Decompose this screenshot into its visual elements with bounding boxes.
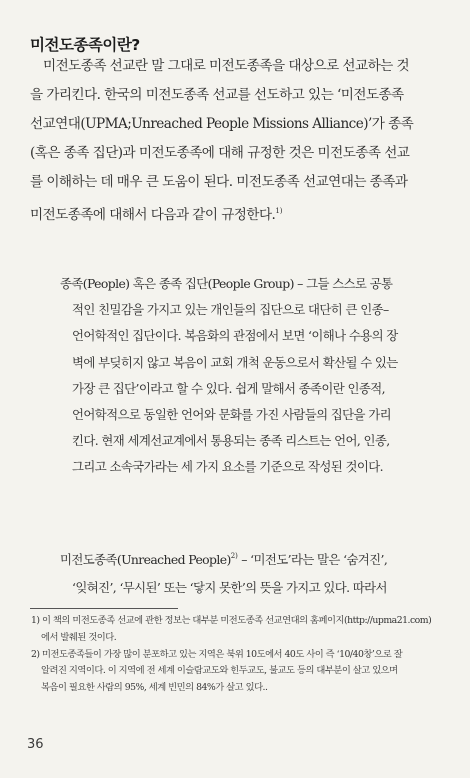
page-number: 36 [27,737,44,752]
footnote-line: 복음이 필요한 사람의 95%, 세계 빈민의 84%가 살고 있다.. [41,682,268,694]
footnote-line: 알려진 지역이다. 이 지역에 전 세계 이슬람교도와 힌두교도, 불교도 등의 대부분이 살고 있으며 [41,665,398,677]
definition-line: 벽에 부딪히지 않고 복음이 교회 개척 운동으로서 확산될 수 있는 [72,354,398,370]
footnotes [31,613,451,697]
intro-line: 을 가리킨다. 한국의 미전도종족 선교를 선도하고 있는 ‘미전도종족 [30,87,404,103]
intro-line: 선교연대(UPMA;Unreached People Missions Alliance)’가 종족 [30,116,414,132]
definition-line: 종족(People) 혹은 종족 집단(People Group) – 그들 스스로 공통 [60,276,393,291]
footnote-line: 에서 발췌된 것이다. [41,631,117,643]
definition-line [60,542,428,574]
definition-line: 그리고 소속국가라는 세 가지 요소를 기준으로 작성된 것이다. [72,459,383,475]
footnote-divider [30,608,178,609]
footnote-ref-2[interactable]: 2) [230,552,238,560]
intro-line: (혹은 종족 집단)과 미전도종족에 대해 규정한 것은 미전도종족 선교 [30,145,410,161]
definition-term: 미전도종족(Unreached People) [60,552,231,567]
definition-line: 가장 큰 집단’이라고 할 수 있다. 쉽게 말해서 종족이란 인종적, [72,380,385,396]
definition-people-group [60,271,428,481]
footnote-line: 1) 이 책의 미전도종족 선교에 관한 정보는 대부분 미전도종족 선교연대의 홈페이지(http://upma21.com) [31,615,432,626]
intro-line: 를 이해하는 데 매우 큰 도움이 된다. 미전도종족 선교연대는 종족과 [30,174,408,190]
footnote-1 [31,613,451,647]
definition-line: ‘잊혀진’, ‘무시된’ 또는 ‘닿지 못한’의 뜻을 가지고 있다. 따라서 [72,580,387,595]
intro-line: 미전도종족에 대해서 다음과 같이 규정한다. [30,207,276,223]
definition-line: 언어학적인 집단이다. 복음화의 관점에서 보면 ‘이해나 수용의 장 [72,328,398,344]
footnote-line: 2) 미전도종족들이 가장 많이 분포하고 있는 지역은 북위 10도에서 40도 사이 즉 ‘10/40창’으로 잘 [31,648,403,660]
intro-paragraph [30,52,445,230]
footnote-ref-1[interactable]: 1) [275,207,283,215]
definition-unreached-people [60,542,428,602]
footnote-2 [31,647,451,697]
definition-text: – ‘미전도’라는 말은 ‘숨겨진’, [237,552,388,567]
definition-line: 적인 친밀감을 가지고 있는 개인들의 집단으로 대단히 큰 인종– [72,302,389,318]
intro-line: 미전도종족 선교란 말 그대로 미전도종족을 대상으로 선교하는 것 [43,58,410,74]
definition-line: 킨다. 현재 세계선교계에서 통용되는 종족 리스트는 언어, 인종, [72,433,390,449]
definition-line: 언어학적으로 동일한 언어와 문화를 가진 사람들의 집단을 가리 [72,407,391,423]
section-heading: 미전도종족이란? [30,35,140,54]
